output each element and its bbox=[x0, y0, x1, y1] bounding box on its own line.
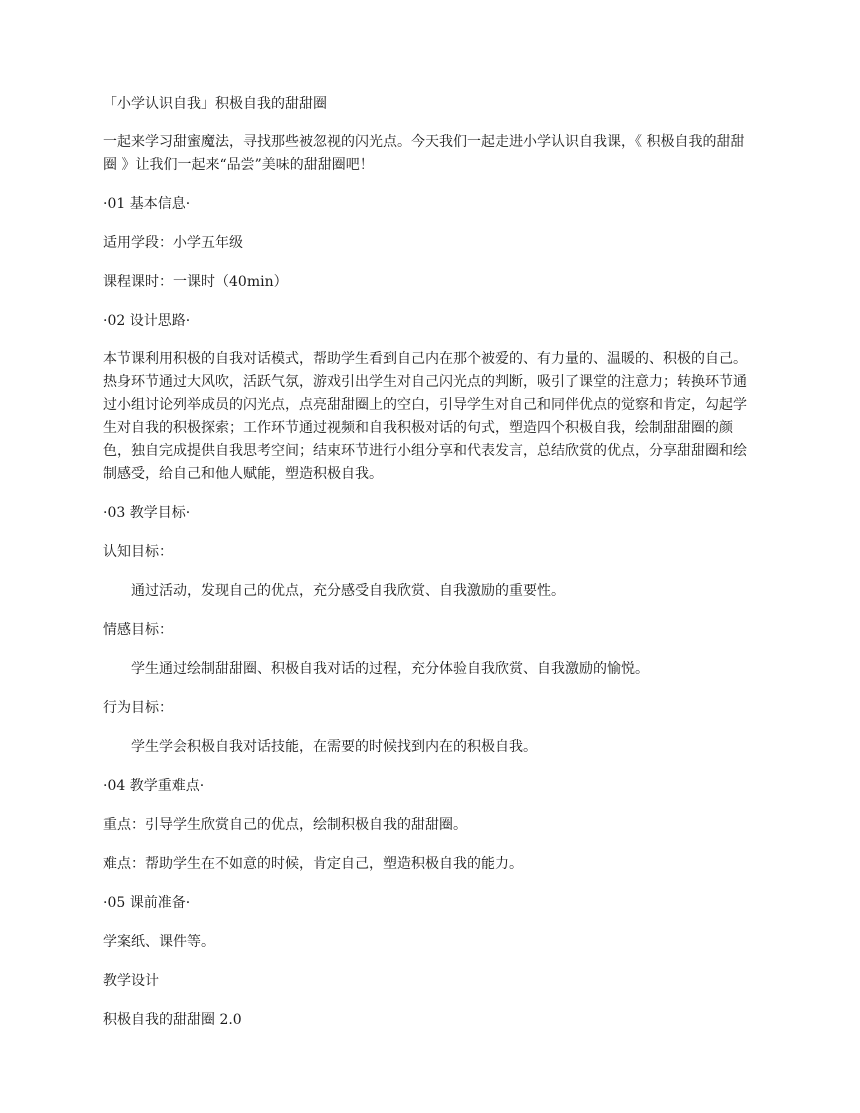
behavior-goal-text: 学生学会积极自我对话技能，在需要的时候找到内在的积极自我。 bbox=[131, 739, 537, 755]
section-heading-teaching-goals: ·03 教学目标· bbox=[103, 505, 191, 521]
difficult-point-line: 难点：帮助学生在不如意的时候，肯定自己，塑造积极自我的能力。 bbox=[103, 856, 523, 872]
document-page bbox=[103, 92, 755, 1047]
preparation-line: 学案纸、课件等。 bbox=[103, 934, 215, 950]
cognitive-goal-text: 通过活动，发现自己的优点，充分感受自我欣赏、自我激励的重要性。 bbox=[131, 583, 565, 599]
design-idea-paragraph: 本节课利用积极的自我对话模式，帮助学生看到自己内在那个被爱的、有力量的、温暖的、积极的自己。热身环节通过大风吹，活跃气氛，游戏引出学生对自己闪光点的判断，吸引了课堂的注意力；转换环节通过小组讨论列举成员的闪光点，点亮甜甜圈上的空白，引导学生对自己和同伴优点的觉察和肯定，勾起学生对自我的积极探索；工作环节通过视频和自我积极对话的句式，塑造四个积极自我，绘制甜甜圈的颜色，独自完成提供自我思考空间；结束环节进行小组分享和代表发言，总结欣赏的优点，分享甜甜圈和绘制感受，给自己和他人赋能，塑造积极自我。 bbox=[103, 351, 747, 482]
intro-paragraph: 一起来学习甜蜜魔法，寻找那些被忽视的闪光点。今天我们一起走进小学认识自我课，《 积极自我的甜甜圈 》让我们一起来“品尝”美味的甜甜圈吧！ bbox=[103, 134, 745, 173]
version-line: 积极自我的甜甜圈 2.0 bbox=[103, 1012, 242, 1028]
section-heading-preparation: ·05 课前准备· bbox=[103, 895, 191, 911]
duration-line: 课程课时：一课时（40min） bbox=[103, 274, 288, 290]
grade-line: 适用学段：小学五年级 bbox=[103, 235, 243, 251]
emotional-goal-text: 学生通过绘制甜甜圈、积极自我对话的过程，充分体验自我欣赏、自我激励的愉悦。 bbox=[131, 661, 649, 677]
teaching-design-heading: 教学设计 bbox=[103, 973, 159, 989]
key-point-line: 重点：引导学生欣赏自己的优点，绘制积极自我的甜甜圈。 bbox=[103, 817, 467, 833]
emotional-goal-label: 情感目标： bbox=[103, 622, 173, 638]
section-heading-key-points: ·04 教学重难点· bbox=[103, 778, 205, 794]
section-heading-design-idea: ·02 设计思路· bbox=[103, 313, 191, 329]
section-heading-basic-info: ·01 基本信息· bbox=[103, 196, 191, 212]
behavior-goal-label: 行为目标： bbox=[103, 700, 173, 716]
document-title: 「小学认识自我」积极自我的甜甜圈 bbox=[103, 96, 327, 112]
cognitive-goal-label: 认知目标： bbox=[103, 544, 173, 560]
